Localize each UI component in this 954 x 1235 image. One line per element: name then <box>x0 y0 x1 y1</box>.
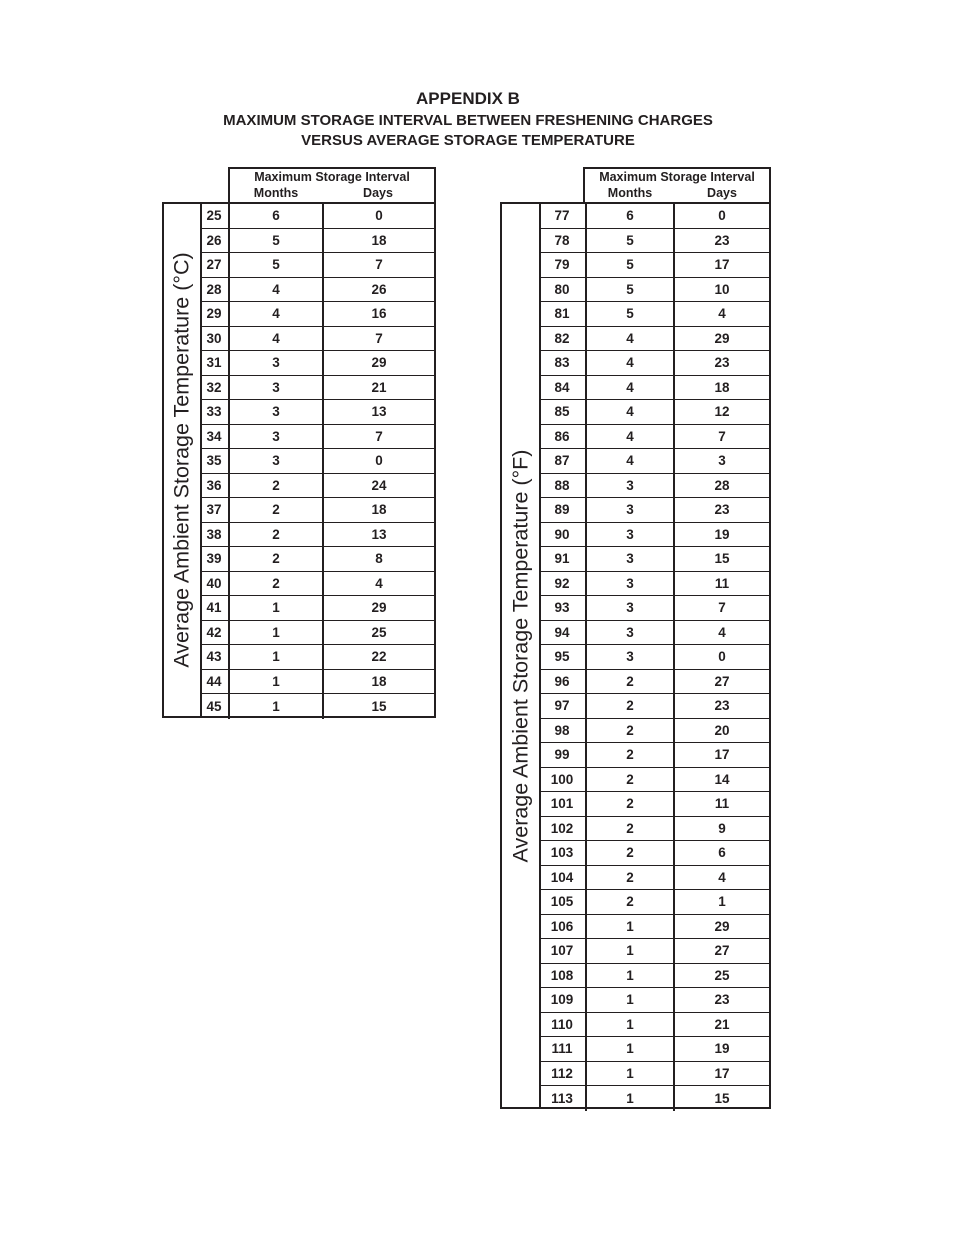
celsius-header-title: Maximum Storage Interval <box>254 170 410 184</box>
fahrenheit-cell-days: 0 <box>718 208 726 224</box>
celsius-cell-months: 1 <box>230 670 324 694</box>
celsius-cell-temperature: 41 <box>200 596 230 620</box>
celsius-cell-months: 2 <box>230 474 324 498</box>
fahrenheit-cell-months: 3 <box>587 645 675 669</box>
fahrenheit-cell-days: 17 <box>714 257 730 273</box>
fahrenheit-row <box>539 939 769 964</box>
fahrenheit-cell-days: 4 <box>718 306 726 322</box>
fahrenheit-cell-months: 5 <box>587 229 675 253</box>
fahrenheit-row <box>539 229 769 254</box>
fahrenheit-row <box>539 988 769 1013</box>
celsius-row <box>200 670 434 695</box>
fahrenheit-row <box>539 915 769 940</box>
celsius-cell-months: 4 <box>230 327 324 351</box>
fahrenheit-row <box>539 621 769 646</box>
celsius-row <box>200 621 434 646</box>
fahrenheit-cell-months: 4 <box>587 351 675 375</box>
celsius-cell-days: 18 <box>371 232 387 248</box>
fahrenheit-cell-days: 9 <box>718 820 726 836</box>
celsius-cell-months: 1 <box>230 621 324 645</box>
celsius-header-days: Days <box>363 186 393 200</box>
fahrenheit-cell-days: 23 <box>714 232 730 248</box>
fahrenheit-row <box>539 474 769 499</box>
fahrenheit-cell-temperature: 81 <box>539 302 587 326</box>
celsius-cell-months: 3 <box>230 351 324 375</box>
celsius-cell-days: 0 <box>375 208 383 224</box>
celsius-row <box>200 449 434 474</box>
fahrenheit-table-header <box>583 167 771 204</box>
fahrenheit-row <box>539 792 769 817</box>
fahrenheit-row <box>539 278 769 303</box>
fahrenheit-row <box>539 547 769 572</box>
celsius-cell-temperature: 31 <box>200 351 230 375</box>
celsius-cell-months: 1 <box>230 645 324 669</box>
fahrenheit-row <box>539 866 769 891</box>
fahrenheit-cell-temperature: 105 <box>539 890 587 914</box>
fahrenheit-cell-temperature: 112 <box>539 1062 587 1086</box>
fahrenheit-cell-months: 2 <box>587 694 675 718</box>
fahrenheit-row <box>539 572 769 597</box>
fahrenheit-cell-months: 1 <box>587 1062 675 1086</box>
fahrenheit-cell-temperature: 89 <box>539 498 587 522</box>
fahrenheit-row <box>539 449 769 474</box>
celsius-cell-temperature: 32 <box>200 376 230 400</box>
fahrenheit-row <box>539 400 769 425</box>
fahrenheit-header-days: Days <box>707 186 737 200</box>
celsius-row <box>200 278 434 303</box>
fahrenheit-cell-temperature: 102 <box>539 817 587 841</box>
fahrenheit-cell-days: 21 <box>714 1016 730 1032</box>
fahrenheit-cell-months: 3 <box>587 572 675 596</box>
fahrenheit-cell-months: 5 <box>587 278 675 302</box>
fahrenheit-side-label-box <box>502 204 541 1107</box>
fahrenheit-cell-months: 2 <box>587 792 675 816</box>
fahrenheit-cell-days: 27 <box>714 943 730 959</box>
celsius-cell-months: 5 <box>230 229 324 253</box>
page-subtitle-line2: VERSUS AVERAGE STORAGE TEMPERATURE <box>301 132 635 149</box>
fahrenheit-cell-temperature: 109 <box>539 988 587 1012</box>
fahrenheit-cell-months: 2 <box>587 768 675 792</box>
fahrenheit-cell-temperature: 85 <box>539 400 587 424</box>
fahrenheit-row <box>539 694 769 719</box>
celsius-cell-temperature: 27 <box>200 253 230 277</box>
celsius-table <box>162 167 436 718</box>
celsius-cell-temperature: 40 <box>200 572 230 596</box>
fahrenheit-cell-months: 6 <box>587 204 675 228</box>
celsius-cell-temperature: 33 <box>200 400 230 424</box>
fahrenheit-row <box>539 964 769 989</box>
celsius-cell-months: 4 <box>230 302 324 326</box>
fahrenheit-cell-days: 1 <box>718 894 726 910</box>
celsius-row <box>200 694 434 719</box>
fahrenheit-row <box>539 841 769 866</box>
fahrenheit-cell-temperature: 93 <box>539 596 587 620</box>
fahrenheit-header-title: Maximum Storage Interval <box>599 170 755 184</box>
celsius-rows <box>200 204 434 716</box>
celsius-cell-temperature: 30 <box>200 327 230 351</box>
fahrenheit-cell-days: 19 <box>714 526 730 542</box>
fahrenheit-cell-months: 2 <box>587 743 675 767</box>
fahrenheit-cell-temperature: 104 <box>539 866 587 890</box>
celsius-cell-days: 29 <box>371 600 387 616</box>
celsius-cell-days: 0 <box>375 453 383 469</box>
celsius-table-body <box>162 202 436 718</box>
fahrenheit-cell-months: 5 <box>587 302 675 326</box>
celsius-table-header <box>228 167 436 204</box>
celsius-row <box>200 474 434 499</box>
celsius-cell-days: 22 <box>371 649 387 665</box>
celsius-side-label-box <box>164 204 202 716</box>
fahrenheit-cell-months: 3 <box>587 523 675 547</box>
fahrenheit-cell-temperature: 80 <box>539 278 587 302</box>
celsius-cell-months: 3 <box>230 376 324 400</box>
celsius-cell-temperature: 42 <box>200 621 230 645</box>
fahrenheit-cell-days: 7 <box>718 600 726 616</box>
fahrenheit-row <box>539 204 769 229</box>
fahrenheit-cell-days: 17 <box>714 747 730 763</box>
fahrenheit-row <box>539 1086 769 1111</box>
celsius-cell-days: 25 <box>371 624 387 640</box>
fahrenheit-row <box>539 645 769 670</box>
celsius-cell-days: 15 <box>371 698 387 714</box>
celsius-cell-months: 5 <box>230 253 324 277</box>
celsius-cell-temperature: 38 <box>200 523 230 547</box>
celsius-cell-months: 3 <box>230 425 324 449</box>
fahrenheit-cell-days: 7 <box>718 428 726 444</box>
fahrenheit-cell-months: 2 <box>587 719 675 743</box>
fahrenheit-cell-days: 15 <box>714 1090 730 1106</box>
fahrenheit-cell-days: 15 <box>714 551 730 567</box>
fahrenheit-cell-days: 17 <box>714 1065 730 1081</box>
fahrenheit-cell-months: 1 <box>587 988 675 1012</box>
fahrenheit-cell-months: 2 <box>587 841 675 865</box>
fahrenheit-cell-days: 10 <box>714 281 730 297</box>
fahrenheit-cell-temperature: 106 <box>539 915 587 939</box>
celsius-cell-days: 7 <box>375 257 383 273</box>
fahrenheit-cell-days: 25 <box>714 967 730 983</box>
fahrenheit-cell-temperature: 97 <box>539 694 587 718</box>
fahrenheit-row <box>539 351 769 376</box>
fahrenheit-cell-months: 1 <box>587 939 675 963</box>
fahrenheit-side-label: Average Ambient Storage Temperature (°F) <box>508 449 532 862</box>
celsius-row <box>200 572 434 597</box>
celsius-row <box>200 425 434 450</box>
fahrenheit-row <box>539 768 769 793</box>
celsius-cell-days: 29 <box>371 355 387 371</box>
celsius-cell-temperature: 35 <box>200 449 230 473</box>
celsius-header-months: Months <box>253 186 299 200</box>
fahrenheit-row <box>539 498 769 523</box>
fahrenheit-cell-months: 1 <box>587 964 675 988</box>
fahrenheit-cell-temperature: 83 <box>539 351 587 375</box>
celsius-cell-days: 13 <box>371 404 387 420</box>
fahrenheit-cell-months: 3 <box>587 547 675 571</box>
celsius-cell-temperature: 44 <box>200 670 230 694</box>
fahrenheit-cell-temperature: 108 <box>539 964 587 988</box>
celsius-cell-days: 16 <box>371 306 387 322</box>
fahrenheit-cell-temperature: 94 <box>539 621 587 645</box>
fahrenheit-rows <box>539 204 769 1107</box>
fahrenheit-cell-temperature: 99 <box>539 743 587 767</box>
fahrenheit-row <box>539 719 769 744</box>
fahrenheit-row <box>539 596 769 621</box>
celsius-cell-temperature: 43 <box>200 645 230 669</box>
celsius-row <box>200 596 434 621</box>
fahrenheit-row <box>539 253 769 278</box>
celsius-cell-temperature: 26 <box>200 229 230 253</box>
fahrenheit-cell-days: 19 <box>714 1041 730 1057</box>
fahrenheit-cell-days: 23 <box>714 355 730 371</box>
fahrenheit-row <box>539 890 769 915</box>
fahrenheit-cell-temperature: 98 <box>539 719 587 743</box>
fahrenheit-row <box>539 670 769 695</box>
fahrenheit-cell-days: 23 <box>714 502 730 518</box>
fahrenheit-cell-months: 2 <box>587 670 675 694</box>
fahrenheit-cell-months: 4 <box>587 376 675 400</box>
fahrenheit-cell-temperature: 82 <box>539 327 587 351</box>
celsius-row <box>200 376 434 401</box>
fahrenheit-cell-months: 1 <box>587 915 675 939</box>
fahrenheit-cell-temperature: 87 <box>539 449 587 473</box>
celsius-row <box>200 253 434 278</box>
fahrenheit-cell-days: 29 <box>714 918 730 934</box>
fahrenheit-cell-temperature: 100 <box>539 768 587 792</box>
fahrenheit-cell-months: 1 <box>587 1037 675 1061</box>
celsius-cell-days: 18 <box>371 673 387 689</box>
fahrenheit-cell-months: 3 <box>587 498 675 522</box>
fahrenheit-cell-temperature: 92 <box>539 572 587 596</box>
fahrenheit-cell-months: 2 <box>587 866 675 890</box>
fahrenheit-cell-temperature: 91 <box>539 547 587 571</box>
fahrenheit-cell-months: 4 <box>587 327 675 351</box>
celsius-cell-months: 3 <box>230 400 324 424</box>
fahrenheit-cell-temperature: 113 <box>539 1086 587 1111</box>
celsius-cell-months: 3 <box>230 449 324 473</box>
fahrenheit-cell-days: 11 <box>714 796 730 812</box>
celsius-cell-days: 24 <box>371 477 387 493</box>
celsius-side-label: Average Ambient Storage Temperature (°C) <box>169 252 194 668</box>
fahrenheit-cell-days: 6 <box>718 845 726 861</box>
fahrenheit-cell-months: 4 <box>587 425 675 449</box>
celsius-cell-temperature: 29 <box>200 302 230 326</box>
fahrenheit-cell-months: 2 <box>587 817 675 841</box>
fahrenheit-row <box>539 425 769 450</box>
fahrenheit-cell-temperature: 107 <box>539 939 587 963</box>
fahrenheit-cell-days: 27 <box>714 673 730 689</box>
fahrenheit-cell-days: 11 <box>714 575 730 591</box>
celsius-row <box>200 547 434 572</box>
celsius-cell-days: 8 <box>375 551 383 567</box>
fahrenheit-cell-months: 3 <box>587 596 675 620</box>
celsius-cell-months: 2 <box>230 547 324 571</box>
fahrenheit-row <box>539 523 769 548</box>
celsius-cell-days: 26 <box>371 281 387 297</box>
fahrenheit-row <box>539 376 769 401</box>
celsius-row <box>200 302 434 327</box>
celsius-cell-days: 18 <box>371 502 387 518</box>
fahrenheit-cell-days: 4 <box>718 624 726 640</box>
fahrenheit-cell-days: 23 <box>714 992 730 1008</box>
celsius-row <box>200 400 434 425</box>
celsius-cell-days: 21 <box>371 379 387 395</box>
celsius-cell-months: 2 <box>230 523 324 547</box>
fahrenheit-cell-temperature: 110 <box>539 1013 587 1037</box>
fahrenheit-cell-temperature: 79 <box>539 253 587 277</box>
celsius-cell-temperature: 34 <box>200 425 230 449</box>
celsius-cell-days: 13 <box>371 526 387 542</box>
page-title: APPENDIX B <box>416 89 520 108</box>
fahrenheit-row <box>539 817 769 842</box>
fahrenheit-cell-temperature: 78 <box>539 229 587 253</box>
fahrenheit-cell-days: 28 <box>714 477 730 493</box>
page-subtitle-line1: MAXIMUM STORAGE INTERVAL BETWEEN FRESHENING CHARGES <box>223 112 713 129</box>
celsius-cell-months: 2 <box>230 572 324 596</box>
celsius-cell-months: 1 <box>230 694 324 719</box>
fahrenheit-row <box>539 302 769 327</box>
fahrenheit-row <box>539 743 769 768</box>
fahrenheit-row <box>539 1013 769 1038</box>
fahrenheit-cell-temperature: 90 <box>539 523 587 547</box>
fahrenheit-cell-months: 4 <box>587 400 675 424</box>
fahrenheit-cell-temperature: 77 <box>539 204 587 228</box>
fahrenheit-cell-temperature: 84 <box>539 376 587 400</box>
celsius-row <box>200 204 434 229</box>
fahrenheit-table <box>500 167 771 1109</box>
fahrenheit-cell-days: 20 <box>714 722 730 738</box>
celsius-cell-days: 4 <box>375 575 383 591</box>
fahrenheit-header-months: Months <box>607 186 653 200</box>
celsius-cell-temperature: 25 <box>200 204 230 228</box>
fahrenheit-cell-months: 5 <box>587 253 675 277</box>
fahrenheit-cell-temperature: 86 <box>539 425 587 449</box>
fahrenheit-cell-temperature: 95 <box>539 645 587 669</box>
celsius-cell-temperature: 45 <box>200 694 230 719</box>
celsius-row <box>200 327 434 352</box>
celsius-cell-temperature: 36 <box>200 474 230 498</box>
fahrenheit-cell-days: 14 <box>714 771 730 787</box>
celsius-row <box>200 351 434 376</box>
fahrenheit-cell-temperature: 111 <box>539 1037 587 1061</box>
fahrenheit-cell-months: 1 <box>587 1086 675 1111</box>
celsius-cell-days: 7 <box>375 428 383 444</box>
fahrenheit-cell-days: 0 <box>718 649 726 665</box>
celsius-cell-days: 7 <box>375 330 383 346</box>
fahrenheit-cell-months: 2 <box>587 890 675 914</box>
celsius-row <box>200 229 434 254</box>
fahrenheit-row <box>539 1062 769 1087</box>
fahrenheit-cell-temperature: 96 <box>539 670 587 694</box>
celsius-cell-temperature: 28 <box>200 278 230 302</box>
celsius-cell-months: 4 <box>230 278 324 302</box>
fahrenheit-table-body <box>500 202 771 1109</box>
fahrenheit-cell-months: 1 <box>587 1013 675 1037</box>
celsius-row <box>200 498 434 523</box>
fahrenheit-cell-temperature: 88 <box>539 474 587 498</box>
fahrenheit-cell-days: 3 <box>718 453 726 469</box>
fahrenheit-row <box>539 1037 769 1062</box>
fahrenheit-cell-days: 18 <box>714 379 730 395</box>
fahrenheit-cell-days: 4 <box>718 869 726 885</box>
fahrenheit-cell-days: 23 <box>714 698 730 714</box>
celsius-row <box>200 523 434 548</box>
fahrenheit-cell-days: 12 <box>714 404 730 420</box>
celsius-cell-months: 2 <box>230 498 324 522</box>
fahrenheit-cell-months: 4 <box>587 449 675 473</box>
fahrenheit-row <box>539 327 769 352</box>
celsius-cell-temperature: 37 <box>200 498 230 522</box>
celsius-cell-temperature: 39 <box>200 547 230 571</box>
celsius-row <box>200 645 434 670</box>
fahrenheit-cell-temperature: 101 <box>539 792 587 816</box>
fahrenheit-cell-months: 3 <box>587 621 675 645</box>
fahrenheit-cell-months: 3 <box>587 474 675 498</box>
celsius-cell-months: 1 <box>230 596 324 620</box>
fahrenheit-cell-days: 29 <box>714 330 730 346</box>
fahrenheit-cell-temperature: 103 <box>539 841 587 865</box>
celsius-cell-months: 6 <box>230 204 324 228</box>
